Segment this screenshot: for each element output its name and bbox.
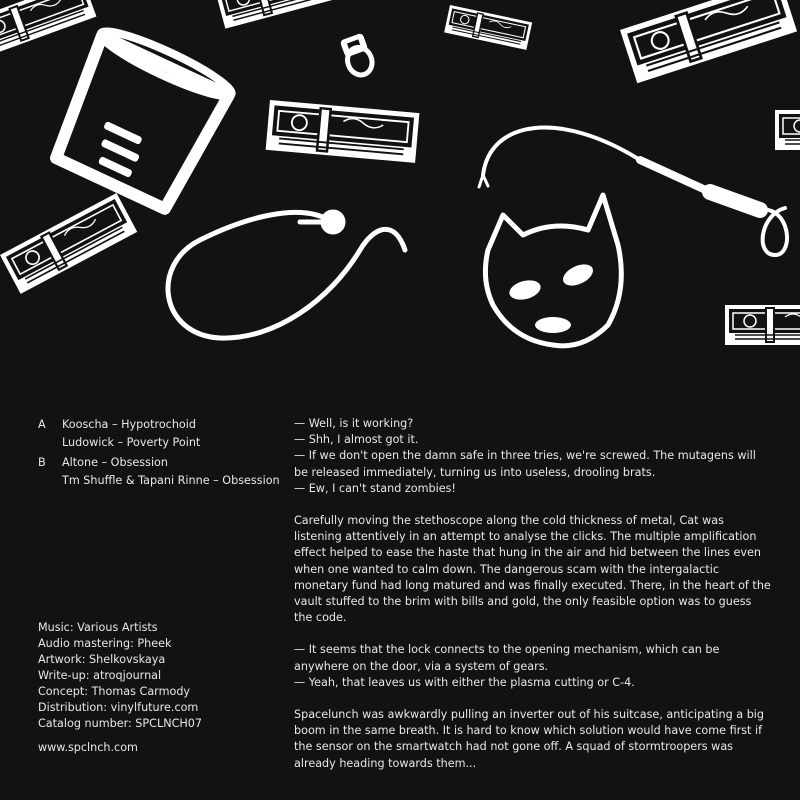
credit-concept: Concept: Thomas Carmody (38, 685, 191, 698)
side-b (38, 454, 280, 490)
credit-catalog: Catalog number: SPCLNCH07 (38, 717, 203, 730)
side-a (38, 416, 280, 452)
money-stack-right-mid (775, 110, 800, 150)
dialogue-line: — Well, is it working? (294, 417, 414, 430)
credit-artwork: Artwork: Shelkovskaya (38, 653, 166, 666)
dialogue-block-1 (294, 416, 772, 497)
track-a2: Ludowick – Poverty Point (62, 436, 201, 449)
story-text (294, 416, 772, 788)
credit-music: Music: Various Artists (38, 621, 158, 634)
dialogue-line: — Ew, I can't stand zombies! (294, 481, 456, 495)
tracklist (38, 416, 280, 490)
credits (38, 620, 202, 732)
money-stack-top-left (0, 0, 96, 58)
money-stack-right-bottom (725, 305, 800, 345)
track-b2: Tm Shuffle & Tapani Rinne – Obsession (62, 474, 280, 487)
side-letter: B (38, 456, 46, 469)
mask-tilted-icon (45, 23, 236, 214)
money-stack-top-center (215, 0, 341, 29)
website-link[interactable]: www.spclnch.com (38, 741, 138, 754)
cat-mask-icon (485, 195, 621, 346)
credit-writeup: Write-up: atroqjournal (38, 669, 162, 682)
stethoscope-icon (168, 212, 405, 338)
ring-icon (340, 33, 376, 79)
illustration (0, 0, 800, 360)
dialogue-line: — Yeah, that leaves us with either the plasma cutting or C-4. (294, 675, 635, 689)
track-a1: Kooscha – Hypotrochoid (62, 418, 196, 431)
money-stack-center (266, 100, 420, 163)
story-paragraph-1: Carefully moving the stethoscope along the cold thickness of metal, Cat was listening attentively in an attempt to analyse the clicks. The multiple amplification effect helped to ease the haste that hung in the air and hid between the lines even when one wanted to calm down. The dangerous scam with the intergalactic monetary fund had long matured and was finally executed. There, in the heart of the vault stuffed to the brim with bills and gold, the only feasible option was to guess the code. (294, 514, 771, 625)
side-letter: A (38, 418, 46, 431)
money-stack-top-right-small (444, 5, 532, 50)
dialogue-line: — It seems that the lock connects to the opening mechanism, which can be anywhere on the door, via a system of gears. (294, 643, 720, 673)
track-b1: Altone – Obsession (62, 456, 168, 469)
dialogue-line: — If we don't open the damn safe in three tries, we're screwed. The mutagens will be released immediately, turning us into useless, drooling brats. (294, 449, 756, 479)
dialogue-block-2 (294, 642, 772, 691)
money-stack-left (0, 193, 137, 294)
story-paragraph-2: Spacelunch was awkwardly pulling an inverter out of his suitcase, anticipating a big boom in the same breath. It is hard to know which solution would have come first if the sensor on the smartwatch had not gone off. A squad of stormtroopers was already heading towards them... (294, 708, 765, 770)
credit-distribution: Distribution: vinylfuture.com (38, 701, 199, 714)
dialogue-line: — Shh, I almost got it. (294, 433, 419, 447)
money-stack-top-right (620, 0, 797, 83)
credit-mastering: Audio mastering: Pheek (38, 637, 172, 650)
